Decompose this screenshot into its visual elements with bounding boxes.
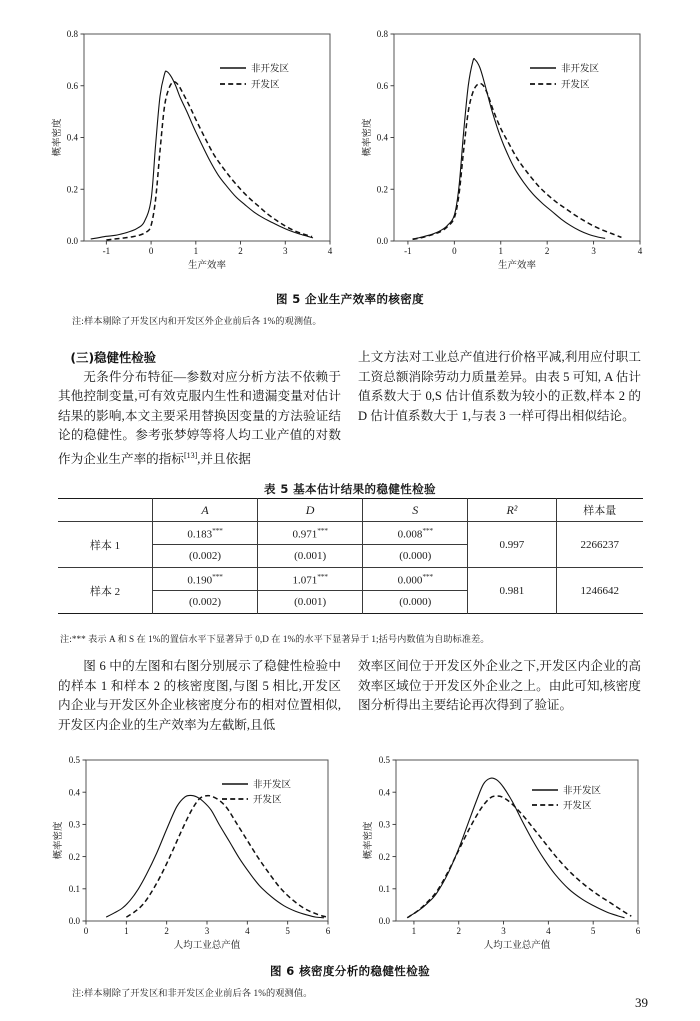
- svg-text:4: 4: [245, 926, 250, 936]
- paragraph-text: 无条件分布特征—参数对应分析方法不依赖于其他控制变量,可有效克服内生性和遗漏变量对估计结果的影响,本文主要采用替换因变量的方法验证结论的稳健性。参考张梦婷等将人均工业产值的对数作为企业生产率的指标: [58, 369, 341, 466]
- table-col-header-a: A: [152, 499, 257, 522]
- cell-sample2-s-se: (0.000): [363, 591, 468, 614]
- significance-stars: ***: [317, 525, 328, 535]
- svg-text:生产效率: 生产效率: [187, 261, 227, 271]
- cell-sample2-a-se: (0.002): [152, 591, 257, 614]
- cell-sample2-d-coef: [258, 568, 363, 591]
- cell-sample1-a-coef: [152, 522, 257, 545]
- svg-text:概率密度: 概率密度: [54, 821, 64, 860]
- svg-text:2: 2: [544, 246, 550, 256]
- figure-5-note: 注:样本剔除了开发区内和开发区外企业前后各 1%的观测值。: [72, 316, 322, 326]
- figure-6-note: 注:样本剔除了开发区和非开发区企业前后各 1%的观测值。: [72, 988, 313, 998]
- significance-stars: ***: [422, 525, 433, 535]
- table-5: [58, 498, 643, 614]
- svg-text:2: 2: [238, 246, 243, 256]
- figure-5-charts: [50, 24, 650, 279]
- cell-sample1-r2: 0.997: [468, 522, 556, 568]
- svg-text:2: 2: [456, 926, 461, 936]
- cell-sample1-d-coef: [258, 522, 363, 545]
- svg-text:非开发区: 非开发区: [253, 780, 292, 791]
- svg-text:非开发区: 非开发区: [563, 786, 602, 797]
- svg-text:0.4: 0.4: [66, 132, 78, 143]
- svg-text:1: 1: [411, 926, 417, 936]
- svg-text:0.0: 0.0: [68, 916, 80, 927]
- svg-text:0.4: 0.4: [376, 132, 388, 143]
- cell-sample1-n: 2266237: [556, 522, 643, 568]
- svg-text:概率密度: 概率密度: [363, 118, 373, 157]
- table-col-header-n: 样本量: [556, 499, 643, 522]
- svg-text:0: 0: [148, 246, 154, 256]
- coef-value: 0.183: [187, 528, 213, 541]
- body-right-column-1: [358, 348, 641, 426]
- svg-text:开发区: 开发区: [251, 80, 280, 91]
- table-body: [58, 522, 643, 614]
- svg-text:5: 5: [285, 926, 290, 936]
- svg-text:0.0: 0.0: [376, 236, 388, 247]
- cell-sample1-s-se: (0.000): [363, 545, 468, 568]
- section-subheading: (三)稳健性检验: [70, 350, 157, 365]
- svg-text:5: 5: [590, 926, 596, 936]
- kernel-density-plot-sample-right: [360, 24, 650, 279]
- svg-text:0.6: 0.6: [66, 80, 78, 91]
- svg-text:0: 0: [452, 246, 457, 256]
- svg-text:0.5: 0.5: [378, 755, 390, 766]
- svg-text:4: 4: [637, 246, 643, 256]
- significance-stars: ***: [422, 571, 433, 581]
- coef-value: 0.008: [397, 528, 423, 541]
- svg-text:0.5: 0.5: [68, 755, 80, 766]
- coef-value: 1.071: [292, 574, 318, 587]
- table-col-header-d: D: [258, 499, 363, 522]
- svg-text:生产效率: 生产效率: [497, 261, 537, 271]
- svg-text:人均工业总产值: 人均工业总产值: [483, 941, 551, 951]
- body-left-column-2: [58, 657, 341, 735]
- significance-stars: ***: [212, 571, 223, 581]
- coef-value: 0.000: [397, 574, 423, 587]
- table-5-title: 表 5 基本估计结果的稳健性检验: [264, 482, 436, 496]
- svg-text:概率密度: 概率密度: [364, 821, 374, 860]
- svg-text:0.4: 0.4: [68, 787, 80, 798]
- svg-text:开发区: 开发区: [563, 801, 592, 812]
- table-col-header-blank: [58, 499, 152, 522]
- table-col-header-r2: R²: [468, 499, 556, 522]
- svg-text:4: 4: [327, 246, 333, 256]
- svg-text:人均工业总产值: 人均工业总产值: [173, 941, 241, 951]
- figure-6-right-chart: [360, 752, 650, 957]
- figure-6-charts: [50, 752, 650, 957]
- svg-text:0.0: 0.0: [66, 236, 78, 247]
- svg-text:-1: -1: [102, 246, 111, 256]
- paragraph-text-tail: ,并且依据: [197, 451, 251, 466]
- svg-text:0.2: 0.2: [68, 851, 80, 862]
- svg-text:0.2: 0.2: [376, 184, 388, 195]
- table-row: [58, 568, 643, 591]
- footnote-marker: [13]: [183, 450, 198, 460]
- figure-5-right-chart: [360, 24, 650, 279]
- cell-sample1-d-se: (0.001): [258, 545, 363, 568]
- svg-text:0.8: 0.8: [66, 29, 78, 40]
- significance-stars: ***: [212, 525, 223, 535]
- figure-5-left-chart: [50, 24, 340, 279]
- svg-text:非开发区: 非开发区: [251, 64, 290, 75]
- svg-text:非开发区: 非开发区: [561, 64, 600, 75]
- paragraph-robustness-intro: [58, 368, 341, 470]
- significance-stars: ***: [317, 571, 328, 581]
- cell-sample2-a-coef: [152, 568, 257, 591]
- kernel-density-plot-sample-left: [50, 24, 340, 279]
- svg-text:0.4: 0.4: [378, 787, 390, 798]
- body-right-column-2: [358, 657, 641, 716]
- cell-sample2-d-se: (0.001): [258, 591, 363, 614]
- paragraph-figure6-discussion-right: 效率区间位于开发区外企业之下,开发区内企业的高效率区域位于开发区外企业之上。由此可知,核密度图分析得出主要结论再次得到了验证。: [358, 659, 641, 712]
- svg-text:4: 4: [546, 926, 551, 936]
- robustness-density-plot-sample2: [360, 752, 650, 957]
- figure-6-left-chart: [50, 752, 340, 957]
- cell-sample1-a-se: (0.002): [152, 545, 257, 568]
- svg-text:开发区: 开发区: [561, 80, 590, 91]
- svg-text:6: 6: [635, 926, 641, 936]
- svg-text:0.6: 0.6: [376, 80, 388, 91]
- svg-text:0.3: 0.3: [378, 819, 390, 830]
- svg-text:1: 1: [193, 246, 199, 256]
- svg-text:3: 3: [501, 926, 506, 936]
- robustness-density-plot-sample1: [50, 752, 340, 957]
- row-label-sample-1: 样本 1: [89, 539, 121, 552]
- table-header-row: [58, 499, 643, 522]
- table-head: [58, 499, 643, 522]
- svg-text:6: 6: [325, 926, 331, 936]
- coef-value: 0.190: [187, 574, 213, 587]
- table-5-note: 注:*** 表示 A 和 S 在 1%的置信水平下显著异于 0,D 在 1%的水平下显著异于 1;括号内数值为自助标准差。: [60, 634, 490, 644]
- svg-text:2: 2: [164, 926, 169, 936]
- svg-text:3: 3: [283, 246, 288, 256]
- svg-text:1: 1: [498, 246, 504, 256]
- svg-text:0.1: 0.1: [378, 884, 390, 894]
- svg-text:0.3: 0.3: [68, 819, 80, 830]
- svg-text:0.8: 0.8: [376, 29, 388, 40]
- svg-text:3: 3: [591, 246, 596, 256]
- svg-text:0.2: 0.2: [378, 851, 390, 862]
- cell-sample1-s-coef: [363, 522, 468, 545]
- svg-text:开发区: 开发区: [253, 795, 282, 806]
- paragraph-table5-discussion: 上文方法对工业总产值进行价格平减,利用应付职工工资总额消除劳动力质量差异。由表 5 可知, A 估计值系数大于 0,S 估计值系数为较小的正数,样本 2 的 D 估计值系数大于 1,与表 3 一样可得出相似结论。: [358, 350, 641, 423]
- body-left-column-1: [58, 348, 341, 469]
- svg-text:概率密度: 概率密度: [53, 118, 63, 157]
- svg-text:-1: -1: [404, 246, 412, 256]
- page-number: 39: [635, 995, 648, 1010]
- cell-sample2-s-coef: [363, 568, 468, 591]
- paragraph-figure6-discussion-left: 图 6 中的左图和右图分别展示了稳健性检验中的样本 1 和样本 2 的核密度图,与图 5 相比,开发区内企业与开发区外企业核密度分布的相对位置相似,开发区内企业的生产效率为左截断,且低: [58, 659, 341, 732]
- cell-sample2-n: 1246642: [556, 568, 643, 614]
- cell-sample2-r2: 0.981: [468, 568, 556, 614]
- svg-text:0: 0: [83, 926, 89, 936]
- svg-text:3: 3: [204, 926, 210, 936]
- row-label-sample-2: 样本 2: [89, 585, 121, 598]
- coef-value: 0.971: [292, 528, 318, 541]
- svg-text:1: 1: [124, 926, 129, 936]
- figure-5-caption: 图 5 企业生产效率的核密度: [275, 292, 425, 306]
- table-col-header-s: S: [363, 499, 468, 522]
- figure-6-caption: 图 6 核密度分析的稳健性检验: [269, 964, 430, 978]
- table-row: [58, 522, 643, 545]
- svg-text:0.0: 0.0: [378, 916, 390, 927]
- svg-text:0.1: 0.1: [68, 884, 80, 894]
- svg-text:0.2: 0.2: [66, 184, 78, 195]
